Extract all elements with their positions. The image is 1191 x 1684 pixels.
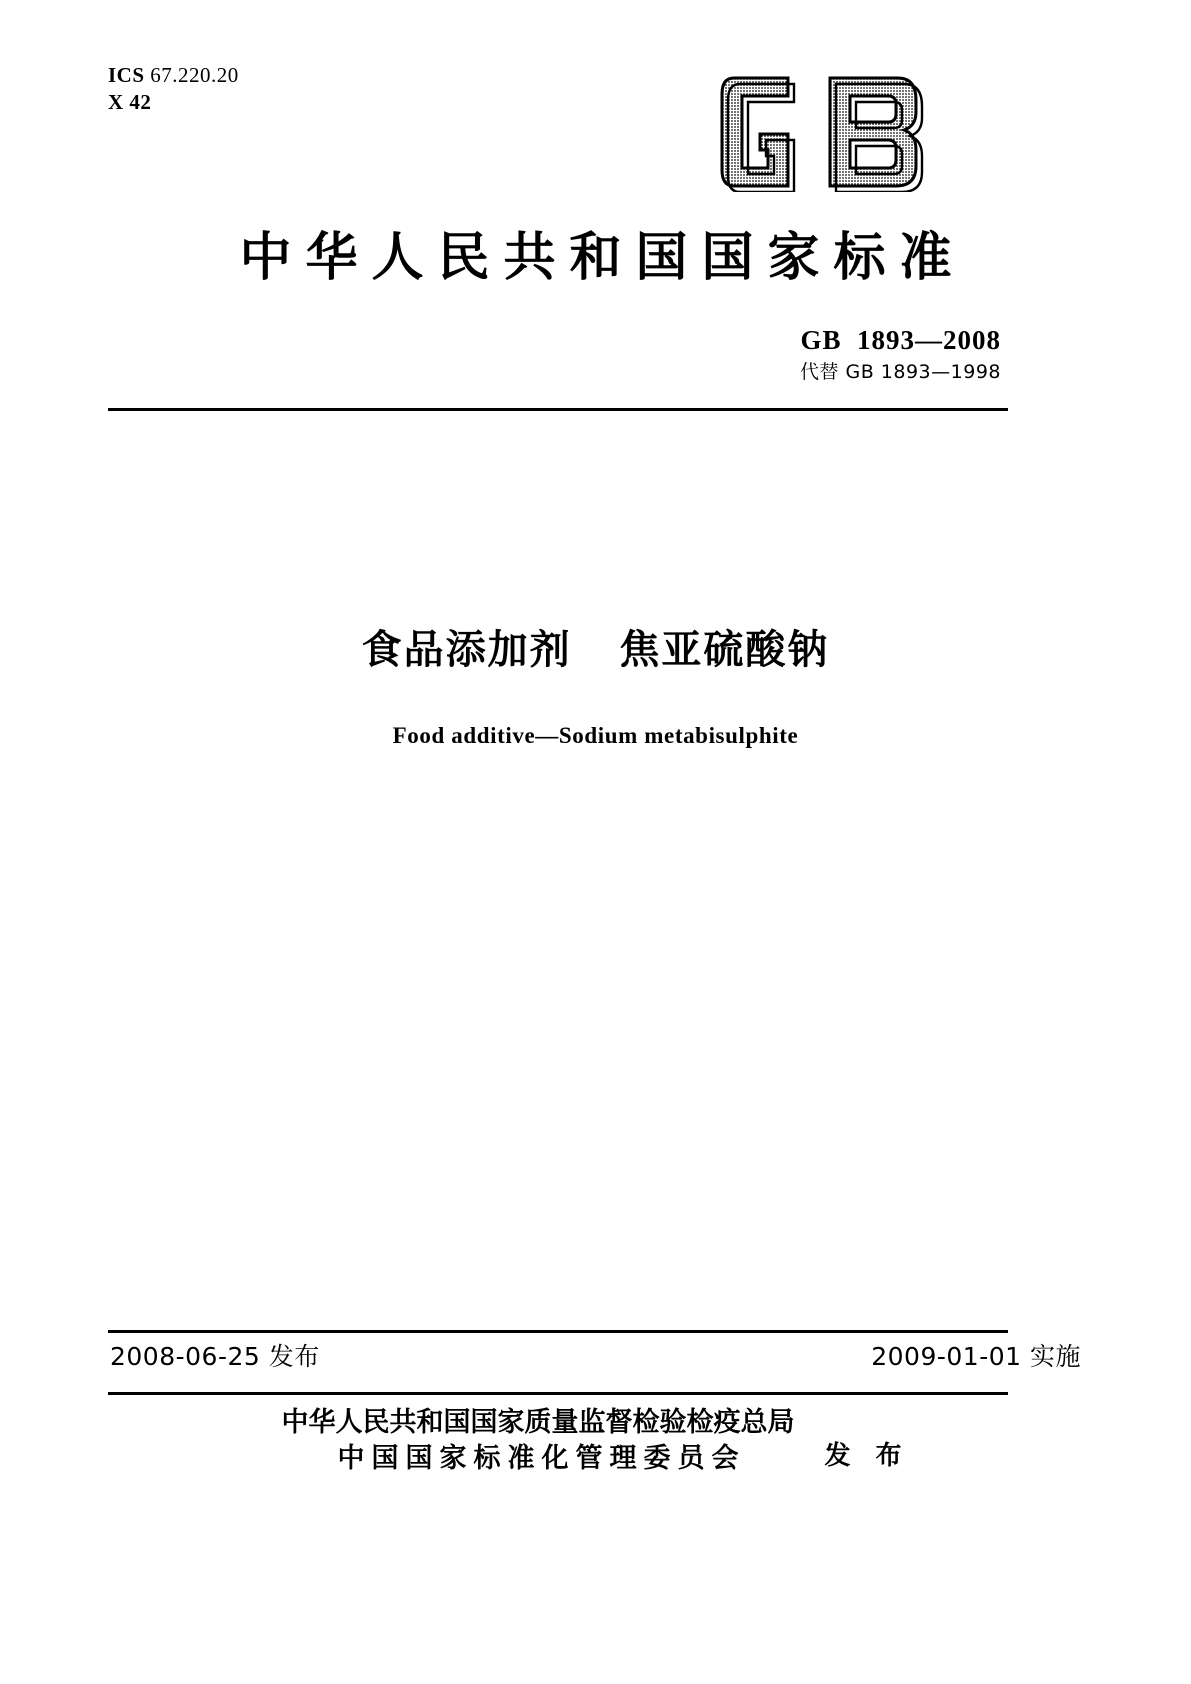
national-standard-heading: 中华人民共和国国家标准 [239,228,966,288]
ics-label: ICS [108,63,145,87]
issue-date: 2008-06-25 发布 [110,1342,320,1371]
divider-bottom-lower [108,1392,1008,1395]
ics-value: 67.220.20 [150,63,239,87]
publish-word: 发 布 [824,1440,910,1471]
ics-block [108,62,239,116]
publisher-block [0,1405,1191,1478]
publisher-line-2: 中国国家标准化管理委员会 [337,1443,746,1475]
gb-emblem-icon [716,72,966,192]
publisher-names [281,1405,794,1478]
ics-line [108,62,239,89]
page-title: 食品添加剂 焦亚硫酸钠 [361,627,830,673]
publisher-line-1: 中华人民共和国国家质量监督检验检疫总局 [281,1407,795,1438]
standard-number: GB 1893—2008 [800,325,1001,355]
classification-code: X 42 [108,89,152,114]
effective-date: 2009-01-01 实施 [871,1342,1081,1371]
divider-bottom-upper [108,1330,1008,1333]
page-title-english: Food additive—Sodium metabisulphite [392,723,799,748]
divider-top [108,408,1008,411]
standard-replaces: 代替 GB 1893—1998 [799,361,1001,383]
